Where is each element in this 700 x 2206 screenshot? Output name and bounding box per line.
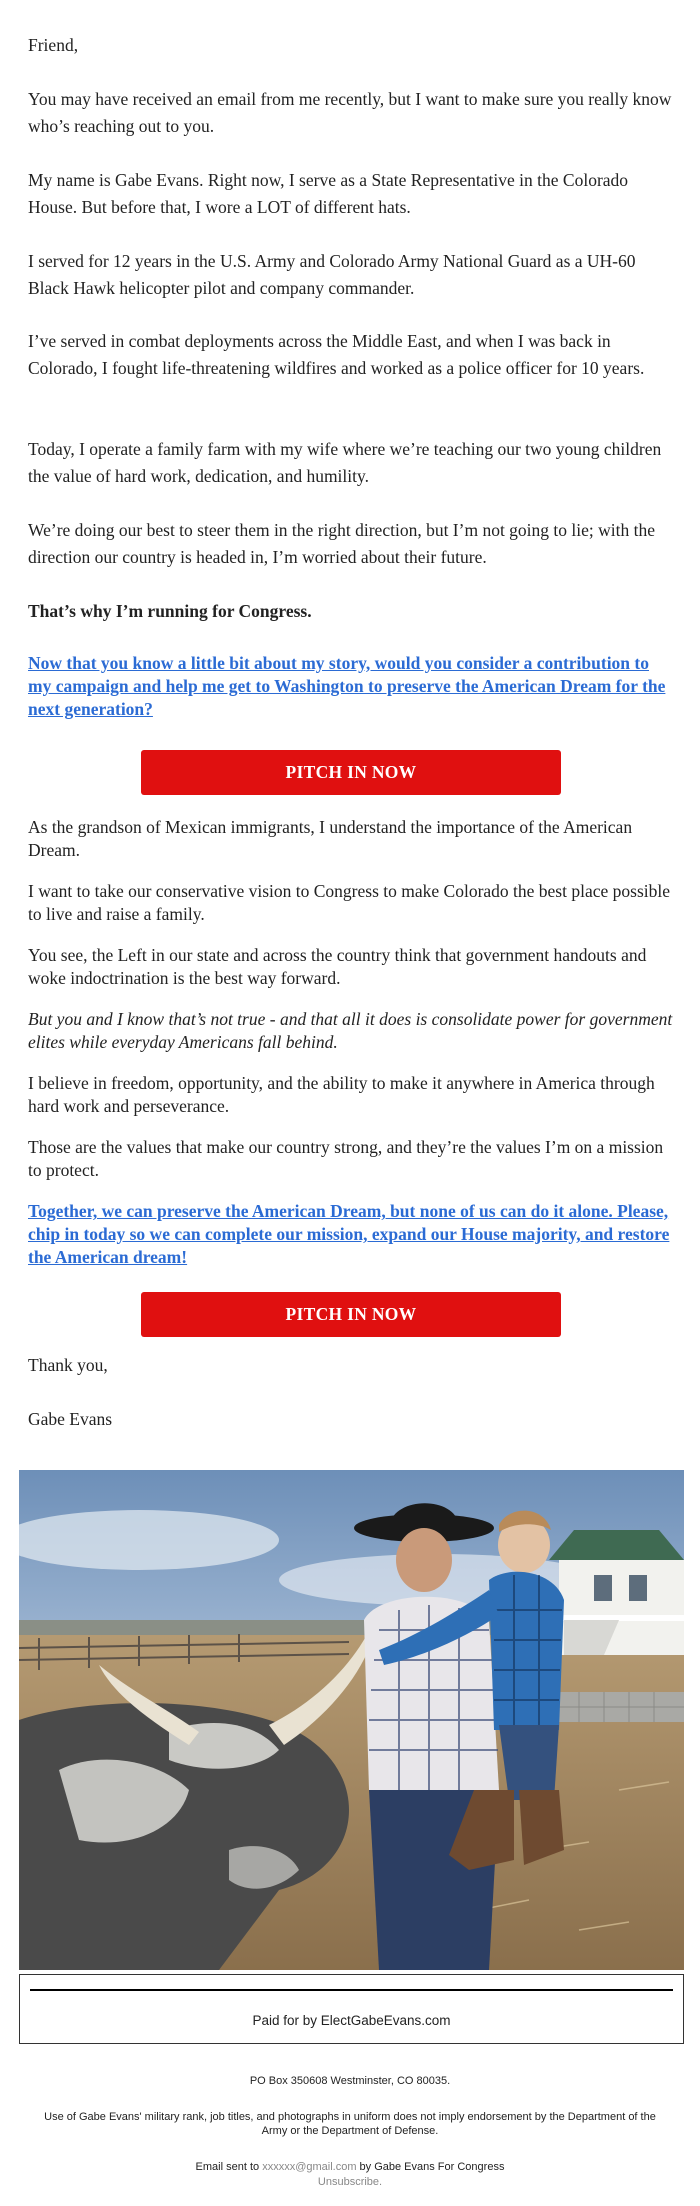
signature: Gabe Evans [28, 1409, 113, 1429]
footer-rank-notice: Use of Gabe Evans' military rank, job titles, and photographs in uniform does not imply endorsement by the Department of the Army or the Department of Defense. [44, 2111, 656, 2137]
sent-suffix: by Gabe Evans For Congress [356, 2161, 505, 2173]
paragraph-running: That’s why I’m running for Congress. [28, 601, 312, 621]
paragraph-name: My name is Gabe Evans. Right now, I serve as a State Representative in the Colorado House. But before that, I wore a LOT of different hats. [28, 170, 629, 217]
recipient-email: xxxxxx@gmail.com [262, 2161, 357, 2173]
footer-sent-to [40, 2160, 660, 2174]
divider [30, 1989, 673, 1991]
paragraph-intro: You may have received an email from me recently, but I want to make sure you really know who’s reaching out to you. [28, 89, 672, 136]
paragraph-left: You see, the Left in our state and across the country think that government handouts and woke indoctrination is the best way forward. [28, 945, 647, 988]
paragraph-freedom: I believe in freedom, opportunity, and the ability to make it anywhere in America through hard work and perseverance. [28, 1073, 655, 1116]
signoff: Thank you, [28, 1355, 108, 1375]
paragraph-elites: But you and I know that’s not true - and that all it does is consolidate power for government elites while everyday Americans fall behind. [28, 1009, 673, 1052]
donate-link-story[interactable]: Now that you know a little bit about my story, would you consider a contribution to my campaign and help me get to Washington to preserve the American Dream for the next generation? [28, 653, 666, 719]
paid-for-text: Paid for by ElectGabeEvans.com [252, 2013, 451, 2028]
paragraph-farm: Today, I operate a family farm with my wife where we’re teaching our two young children the value of hard work, dedication, and humility. [28, 439, 662, 486]
paragraph-grandson: As the grandson of Mexican immigrants, I understand the importance of the American Dream. [28, 817, 633, 860]
paragraph-children: We’re doing our best to steer them in the right direction, but I’m not going to lie; with the direction our country is headed in, I’m worried about their future. [28, 520, 656, 567]
paragraph-values: Those are the values that make our country strong, and they’re the values I’m on a mission to protect. [28, 1137, 664, 1180]
footer-address: PO Box 350608 Westminster, CO 80035. [249, 2075, 451, 2087]
paragraph-service: I’ve served in combat deployments across the Middle East, and when I was back in Colorado, I fought life-threatening wildfires and worked as a police officer for 10 years. [28, 331, 645, 378]
paragraph-army: I served for 12 years in the U.S. Army and Colorado Army National Guard as a UH-60 Black Hawk helicopter pilot and company commander. [28, 251, 636, 298]
candidate-family-photo [19, 1470, 684, 1970]
paragraph-vision: I want to take our conservative vision to Congress to make Colorado the best place possible to live and raise a family. [28, 881, 671, 924]
pitch-in-button-1[interactable]: PITCH IN NOW [141, 750, 561, 795]
footer-unsubscribe-line [40, 2175, 660, 2189]
donate-link-together[interactable]: Together, we can preserve the American Dream, but none of us can do it alone. Please, chip in today so we can complete our mission, expand our House majority, and restore the American dream! [28, 1201, 670, 1267]
pitch-in-button-2[interactable]: PITCH IN NOW [141, 1292, 561, 1337]
unsubscribe-link[interactable]: Unsubscribe. [317, 2176, 383, 2188]
paid-for-box [19, 1974, 684, 2044]
sent-prefix: Email sent to [195, 2161, 263, 2173]
greeting: Friend, [28, 35, 79, 55]
